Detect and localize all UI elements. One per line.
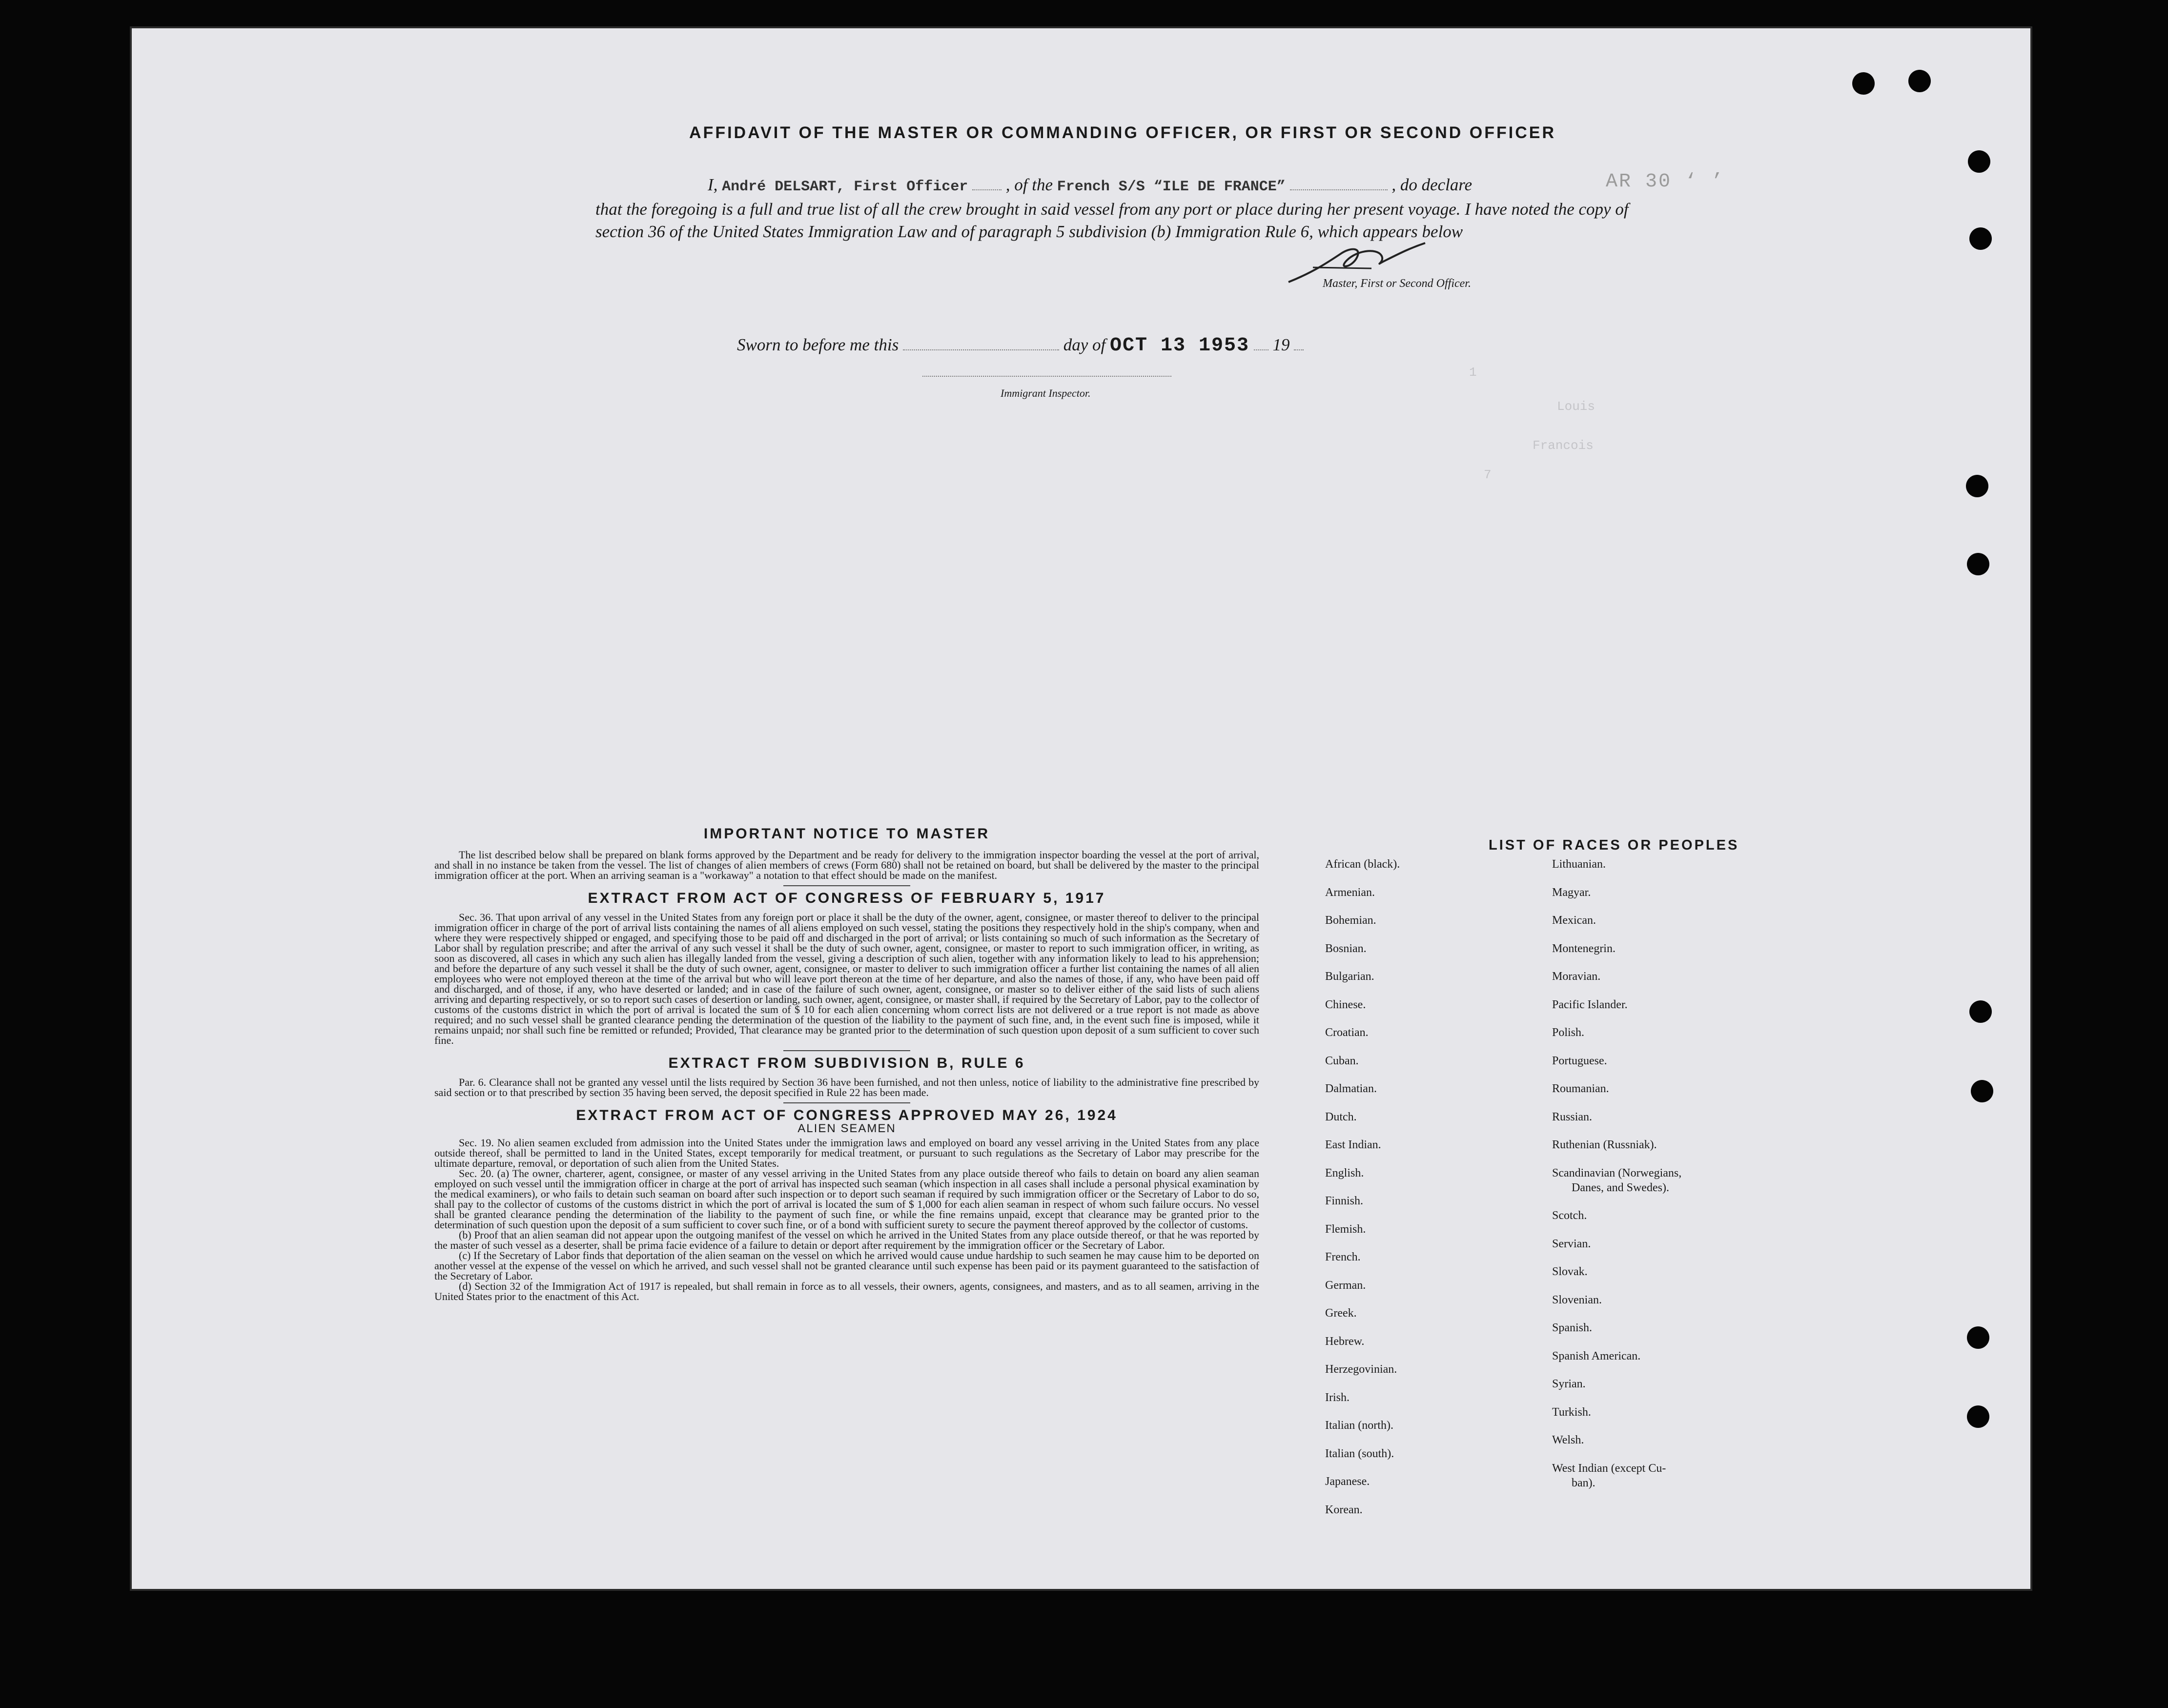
race-item: English. <box>1325 1166 1364 1179</box>
extract-1924-sec19: Sec. 19. No alien seamen excluded from admission into the United States under the immigration laws and employed on board any vessel arriving in the United States from any place outside thereof, shall be permitted to land in the United States, except temporarily for medical treatment, or pursuant to such regulations as the Secretary of Labor may prescribe for the ultimate departure, removal, or deportation of such alien from the United States. <box>434 1137 1259 1169</box>
divider <box>783 885 910 886</box>
race-item: Danes, and Swedes). <box>1572 1181 1669 1194</box>
extract-1917-title: EXTRACT FROM ACT OF CONGRESS OF FEBRUARY 5, 1917 <box>588 890 1106 906</box>
fill-line <box>1254 335 1268 350</box>
alien-seamen-subtitle: ALIEN SEAMEN <box>798 1122 896 1135</box>
race-item: Finnish. <box>1325 1195 1364 1207</box>
signature-label: Master, First or Second Officer. <box>1323 277 1471 290</box>
affidavit-body-text: that the foregoing is a full and true list of all the crew brought in said vessel from any port or place during her present voyage. I have noted the copy of section 36 of the United States Immigration Law and of paragraph 5 subdivision (b) Immigration Rule 6, which appears below <box>595 200 1629 241</box>
notice-title: IMPORTANT NOTICE TO MASTER <box>703 826 990 842</box>
race-item: Portuguese. <box>1552 1054 1607 1067</box>
affidavit-declaration <box>595 174 1679 243</box>
show-through-mark: Louis <box>1557 399 1595 414</box>
punch-hole <box>1969 1000 1992 1023</box>
race-item: Moravian. <box>1552 970 1601 983</box>
race-item: Cuban. <box>1325 1054 1359 1067</box>
race-item: Welsh. <box>1552 1434 1584 1446</box>
race-item: Lithuanian. <box>1552 858 1606 871</box>
race-item: Bulgarian. <box>1325 970 1374 983</box>
punch-hole <box>1967 1326 1989 1349</box>
fill-line <box>1290 175 1388 190</box>
document-page <box>132 28 2030 1589</box>
race-item: Russian. <box>1552 1110 1593 1123</box>
year-prefix: 19 <box>1272 335 1290 354</box>
race-item: German. <box>1325 1279 1366 1292</box>
punch-hole <box>1967 553 1989 575</box>
punch-hole <box>1971 1080 1993 1102</box>
notice-text: The list described below shall be prepared on blank forms approved by the Department and be ready for delivery to the immigration inspector boarding the vessel at the port of arrival, and shall in no instance be taken from the vessel. The list of changes of alien members of crews (Form 680) shall not be retained on board, but shall be delivered by the master to the principal immigration officer at the port. When an arriving seaman is a "workaway" a notation to that effect should be made on the manifest. <box>434 849 1259 881</box>
inspector-label: Immigrant Inspector. <box>1001 387 1091 399</box>
show-through-mark: 7 <box>1484 468 1492 482</box>
affidavit-title: AFFIDAVIT OF THE MASTER OR COMMANDING OFFICER, OR FIRST OR SECOND OFFICER <box>689 123 1556 142</box>
divider <box>783 1050 910 1051</box>
race-item: Polish. <box>1552 1026 1585 1039</box>
of-the-text: , of the <box>1005 175 1053 194</box>
race-item: Croatian. <box>1325 1026 1369 1039</box>
inspector-signature-line <box>922 376 1171 377</box>
race-item: Scotch. <box>1552 1209 1587 1222</box>
sworn-text: Sworn to before me this <box>737 335 899 354</box>
extract-1924-title: EXTRACT FROM ACT OF CONGRESS APPROVED MAY 26, 1924 <box>576 1107 1118 1123</box>
vessel-name: French S/S “ILE DE FRANCE” <box>1057 179 1286 195</box>
race-item: ban). <box>1572 1476 1595 1489</box>
race-item: East Indian. <box>1325 1139 1381 1151</box>
day-of-text: day of <box>1063 335 1106 354</box>
fill-line <box>903 335 1059 350</box>
race-item: Flemish. <box>1325 1222 1366 1236</box>
race-item: Dalmatian. <box>1325 1082 1377 1095</box>
race-item: Korean. <box>1325 1503 1363 1516</box>
extract-1924-sec20a: Sec. 20. (a) The owner, charterer, agent, consignee, or master of any vessel arriving in the United States from any place outside thereof who fails to detain on board any alien seaman employed on such vessel until the immigration officer in charge at the port of arrival has inspected such seaman (which inspection in all cases shall include a personal physical examination by the medical examiners), or who fails to detain such seaman on board after such inspection or to deport such seaman if required by such immigration officer or the Secretary of Labor to do so, shall pay to the collector of customs of the customs district in which the port of arrival is located the sum of $ 1,000 for each alien seaman in respect of whom such failure occurs. No vessel shall be granted clearance pending the determination of the liability to the payment of such fine, or while the fine remains unpaid, except that clearance may be granted prior to the determination of such question upon the deposit of a sum sufficient to cover such fine, or of a bond with sufficient surety to secure the payment thereof approved by the collector of customs. <box>434 1167 1259 1231</box>
punch-hole <box>1967 1405 1989 1428</box>
race-item: Syrian. <box>1552 1378 1586 1390</box>
punch-hole <box>1968 150 1990 173</box>
race-item: Herzegovinian. <box>1325 1363 1397 1376</box>
date-stamp: OCT 13 1953 <box>1109 335 1249 357</box>
fill-line <box>972 175 1002 190</box>
extract-rule6-text: Par. 6. Clearance shall not be granted any vessel until the lists required by Section 36 have been furnished, and not then unless, notice of liability to the administrative fine prescribed by said section or to that prescribed by section 35 having been served, the deposit specified in Rule 22 has been made. <box>434 1076 1259 1098</box>
race-item: Turkish. <box>1552 1405 1591 1419</box>
punch-hole <box>1969 227 1992 250</box>
officer-name: André DELSART, First Officer <box>722 179 968 195</box>
sworn-line <box>737 335 1304 357</box>
fill-line <box>1294 335 1304 350</box>
show-through-mark: Francois <box>1533 438 1594 453</box>
race-item: Italian (south). <box>1325 1447 1394 1460</box>
race-item: Dutch. <box>1325 1110 1357 1123</box>
race-item: Spanish. <box>1552 1322 1593 1334</box>
race-item: Slovak. <box>1552 1265 1588 1278</box>
race-item: Hebrew. <box>1325 1335 1365 1348</box>
race-item: Magyar. <box>1552 886 1591 899</box>
race-item: Montenegrin. <box>1552 942 1616 955</box>
punch-hole <box>1852 72 1875 95</box>
race-item: Japanese. <box>1325 1475 1370 1488</box>
extract-1924-sec20c: (c) If the Secretary of Labor finds that deportation of the alien seaman on the vessel on which he arrived would cause undue hardship to such seamen he may cause him to be deported on another vessel at the expense of the vessel on which he arrived, and such vessel shall not be granted clearance until such expense has been paid or its payment guaranteed to the satisfaction of the Secretary of Labor. <box>434 1249 1259 1282</box>
race-item: Bosnian. <box>1325 942 1367 955</box>
race-item: Slovenian. <box>1552 1293 1602 1306</box>
race-item: Pacific Islander. <box>1552 998 1628 1011</box>
race-item: Armenian. <box>1325 886 1375 899</box>
extract-1924-sec20d: (d) Section 32 of the Immigration Act of 1917 is repealed, but shall remain in force as to all vessels, their owners, agents, consignees, and masters, and as to all seamen, arriving in the United States prior to the enactment of this Act. <box>434 1280 1259 1302</box>
punch-hole <box>1908 70 1931 92</box>
divider <box>783 1102 910 1103</box>
race-item: Irish. <box>1325 1391 1350 1404</box>
race-item: Bohemian. <box>1325 914 1376 927</box>
extract-rule6-title: EXTRACT FROM SUBDIVISION B, RULE 6 <box>668 1055 1025 1071</box>
race-item: Italian (north). <box>1325 1419 1393 1432</box>
affidavit-intro: I, <box>708 175 718 194</box>
show-through-mark: 1 <box>1469 365 1477 380</box>
race-item: Mexican. <box>1552 914 1596 927</box>
race-item: Greek. <box>1325 1307 1357 1320</box>
extract-1917-text: Sec. 36. That upon arrival of any vessel in the United States from any foreign port or place it shall be the duty of the owner, agent, consignee, or master thereof to deliver to the principal immigration officer in charge of the port of arrival lists containing the names of all aliens employed on such vessel, stating the positions they respectively hold in the ship's company, when and where they were respectively shipped or engaged, and specifying those to be paid off and discharged in the port of arrival; or lists containing so much of such information as the Secretary of Labor shall by regulation prescribe; and after the arrival of any such vessel it shall be the duty of such owner, agent, consignee, or master to report to such immigration officer, in writing, as soon as discovered, all cases in which any such alien has illegally landed from the vessel, giving a description of such alien, together with any information likely to lead to his apprehension; and before the departure of any such vessel it shall be the duty of such owner, agent, consignee, or master to deliver to such immigration officer a further list containing the names of all alien employees who were not employed thereon at the time of the arrival but who will leave port thereon at the time of her departure, and also the names of those, if any, who have been paid off and discharged, and of those, if any, who have deserted or landed; and in case of the failure of such owner, agent, consignee, or master so to deliver either of the said lists of such aliens arriving and departing respectively, or so to report such cases of desertion or landing, such owner, agent, consignee, or master shall, if required by the Secretary of Labor, pay to the collector of customs of the customs district in which the port of arrival is located the sum of $ 10 for each alien concerning whom correct lists are not delivered or a true report is not made as above required; and no such vessel shall be granted clearance pending the determination of the question of the liability to the payment of such fine, and, in the event such fine is imposed, while it remains unpaid; nor shall such fine be remitted or refunded; Provided, That clearance may be granted prior to the determination of such question upon deposit of a sum sufficient to cover such fine. <box>434 911 1259 1046</box>
race-item: Spanish American. <box>1552 1349 1641 1362</box>
faint-stamp-mark: AR 30 ‘ ’ <box>1606 171 1725 193</box>
race-item: African (black). <box>1325 858 1400 871</box>
race-item: Scandinavian (Norwegians, <box>1552 1166 1682 1179</box>
races-list-title: LIST OF RACES OR PEOPLES <box>1489 837 1739 853</box>
race-item: West Indian (except Cu- <box>1552 1462 1666 1475</box>
do-declare-text: , do declare <box>1391 175 1473 194</box>
notice-section <box>434 826 1259 1302</box>
race-item: Chinese. <box>1325 998 1366 1011</box>
race-item: Servian. <box>1552 1237 1591 1250</box>
race-item: Roumanian. <box>1552 1082 1609 1095</box>
race-item: French. <box>1325 1251 1361 1263</box>
race-item: Ruthenian (Russniak). <box>1552 1139 1657 1151</box>
punch-hole <box>1966 475 1988 497</box>
extract-1924-sec20b: (b) Proof that an alien seaman did not appear upon the outgoing manifest of the vessel on which he arrived in the United States from any place outside thereof, or that he was reported by the master of such vessel as a deserter, shall be prima facie evidence of a failure to detain or deport after requirement by the immigration officer or the Secretary of Labor. <box>434 1229 1259 1251</box>
